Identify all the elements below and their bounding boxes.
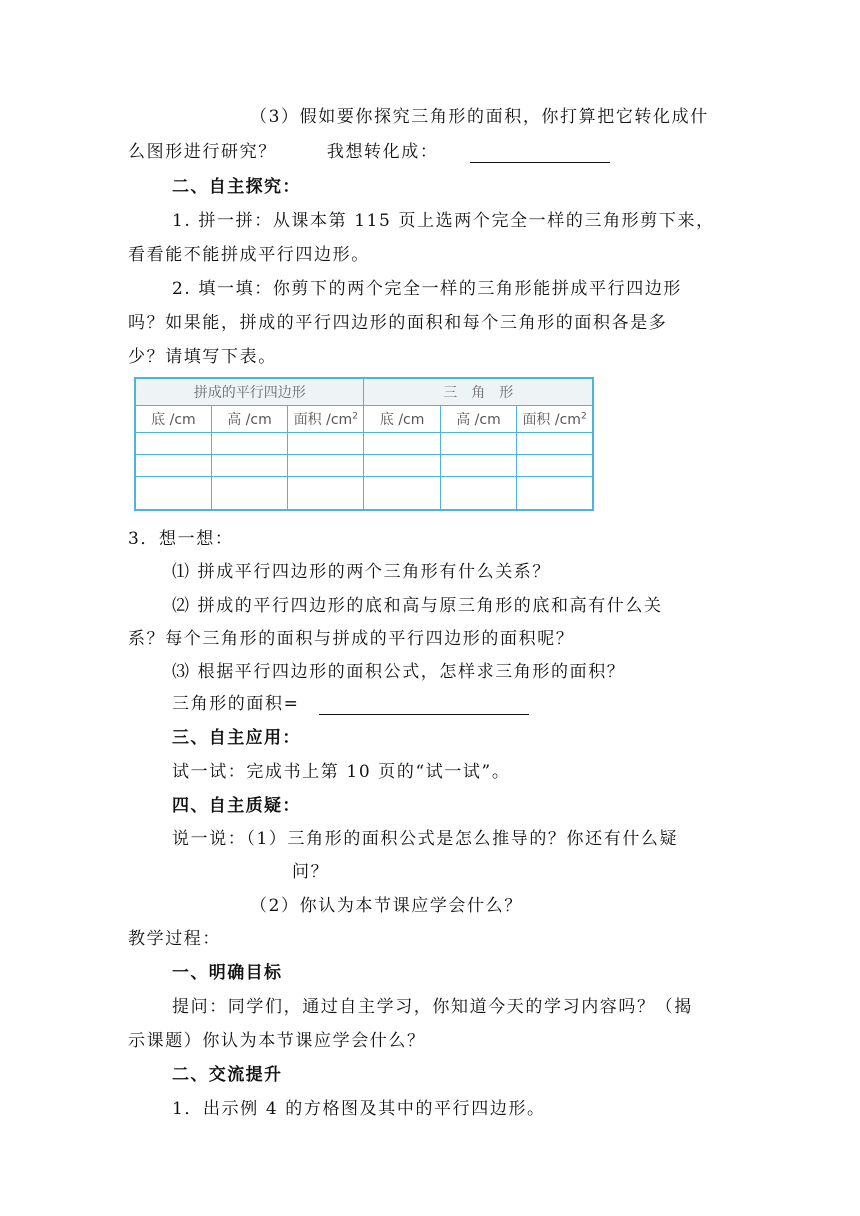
convert-answer-blank[interactable]: [470, 144, 610, 163]
table-group-triangle: 三 角 形: [364, 378, 593, 406]
formula-line: [172, 693, 529, 715]
fill-in-table: [134, 377, 594, 511]
try-line: 试一试：完成书上第 10 页的“试一试”。: [172, 762, 511, 782]
table-group-parallelogram: 拼成的平行四边形: [135, 378, 364, 406]
think-item-2-line1: ⑵ 拼成的平行四边形的底和高与原三角形的底和高有什么关: [172, 596, 663, 616]
question-3-line2: [128, 141, 610, 163]
formula-label: 三角形的面积=: [172, 694, 300, 714]
task-2-line3: 少？请填写下表。: [128, 347, 277, 367]
section-heading-explore: 二、自主探究：: [172, 177, 301, 197]
step-1-heading: 一、明确目标: [172, 963, 283, 983]
think-heading: 3．想一想：: [128, 529, 234, 549]
col-height-1: 高 /cm: [211, 406, 287, 433]
teaching-process-label: 教学过程：: [128, 929, 221, 949]
say-line3: （2）你认为本节课应学会什么？: [250, 896, 523, 916]
table-row: [135, 433, 593, 455]
col-area-1: 面积 $/cm^2$: [288, 406, 364, 433]
task-2-line1: 2. 填一填：你剪下的两个完全一样的三角形能拼成平行四边形: [172, 279, 683, 299]
ask-line1: 提问：同学们，通过自主学习，你知道今天的学习内容吗？（揭: [172, 997, 693, 1017]
question-3-line1: （3）假如要你探究三角形的面积，你打算把它转化成什: [250, 107, 709, 127]
think-item-1: ⑴ 拼成平行四边形的两个三角形有什么关系？: [172, 562, 552, 582]
step-2-heading: 二、交流提升: [172, 1065, 283, 1085]
convert-label: 我想转化成：: [326, 142, 439, 162]
think-item-3: ⑶ 根据平行四边形的面积公式，怎样求三角形的面积？: [172, 662, 626, 682]
col-base-2: 底 /cm: [364, 406, 440, 433]
task-1-line2: 看看能不能拼成平行四边形。: [128, 245, 370, 265]
think-item-2-line2: 系？每个三角形的面积与拼成的平行四边形的面积呢？: [128, 629, 575, 649]
say-line1: 说一说：（1）三角形的面积公式是怎么推导的？你还有什么疑: [172, 829, 679, 849]
ask-line2: 示课题）你认为本节课应学会什么？: [128, 1031, 426, 1051]
section-heading-apply: 三、自主应用：: [172, 728, 301, 748]
task-1-line1: 1. 拼一拼：从课本第 115 页上选两个完全一样的三角形剪下来，: [172, 211, 715, 231]
say-line2: 问？: [292, 862, 330, 882]
question-3-text: 么图形进行研究？: [128, 142, 277, 162]
formula-answer-blank[interactable]: [319, 696, 529, 715]
col-height-2: 高 /cm: [440, 406, 516, 433]
col-area-2: 面积 $/cm^2$: [517, 406, 593, 433]
col-base-1: 底 /cm: [135, 406, 211, 433]
table-row: [135, 455, 593, 477]
table-row: [135, 477, 593, 510]
task-2-line2: 吗？如果能，拼成的平行四边形的面积和每个三角形的面积各是多: [128, 313, 668, 333]
section-heading-question: 四、自主质疑：: [172, 796, 301, 816]
show-line: 1．出示例 4 的方格图及其中的平行四边形。: [172, 1099, 546, 1119]
